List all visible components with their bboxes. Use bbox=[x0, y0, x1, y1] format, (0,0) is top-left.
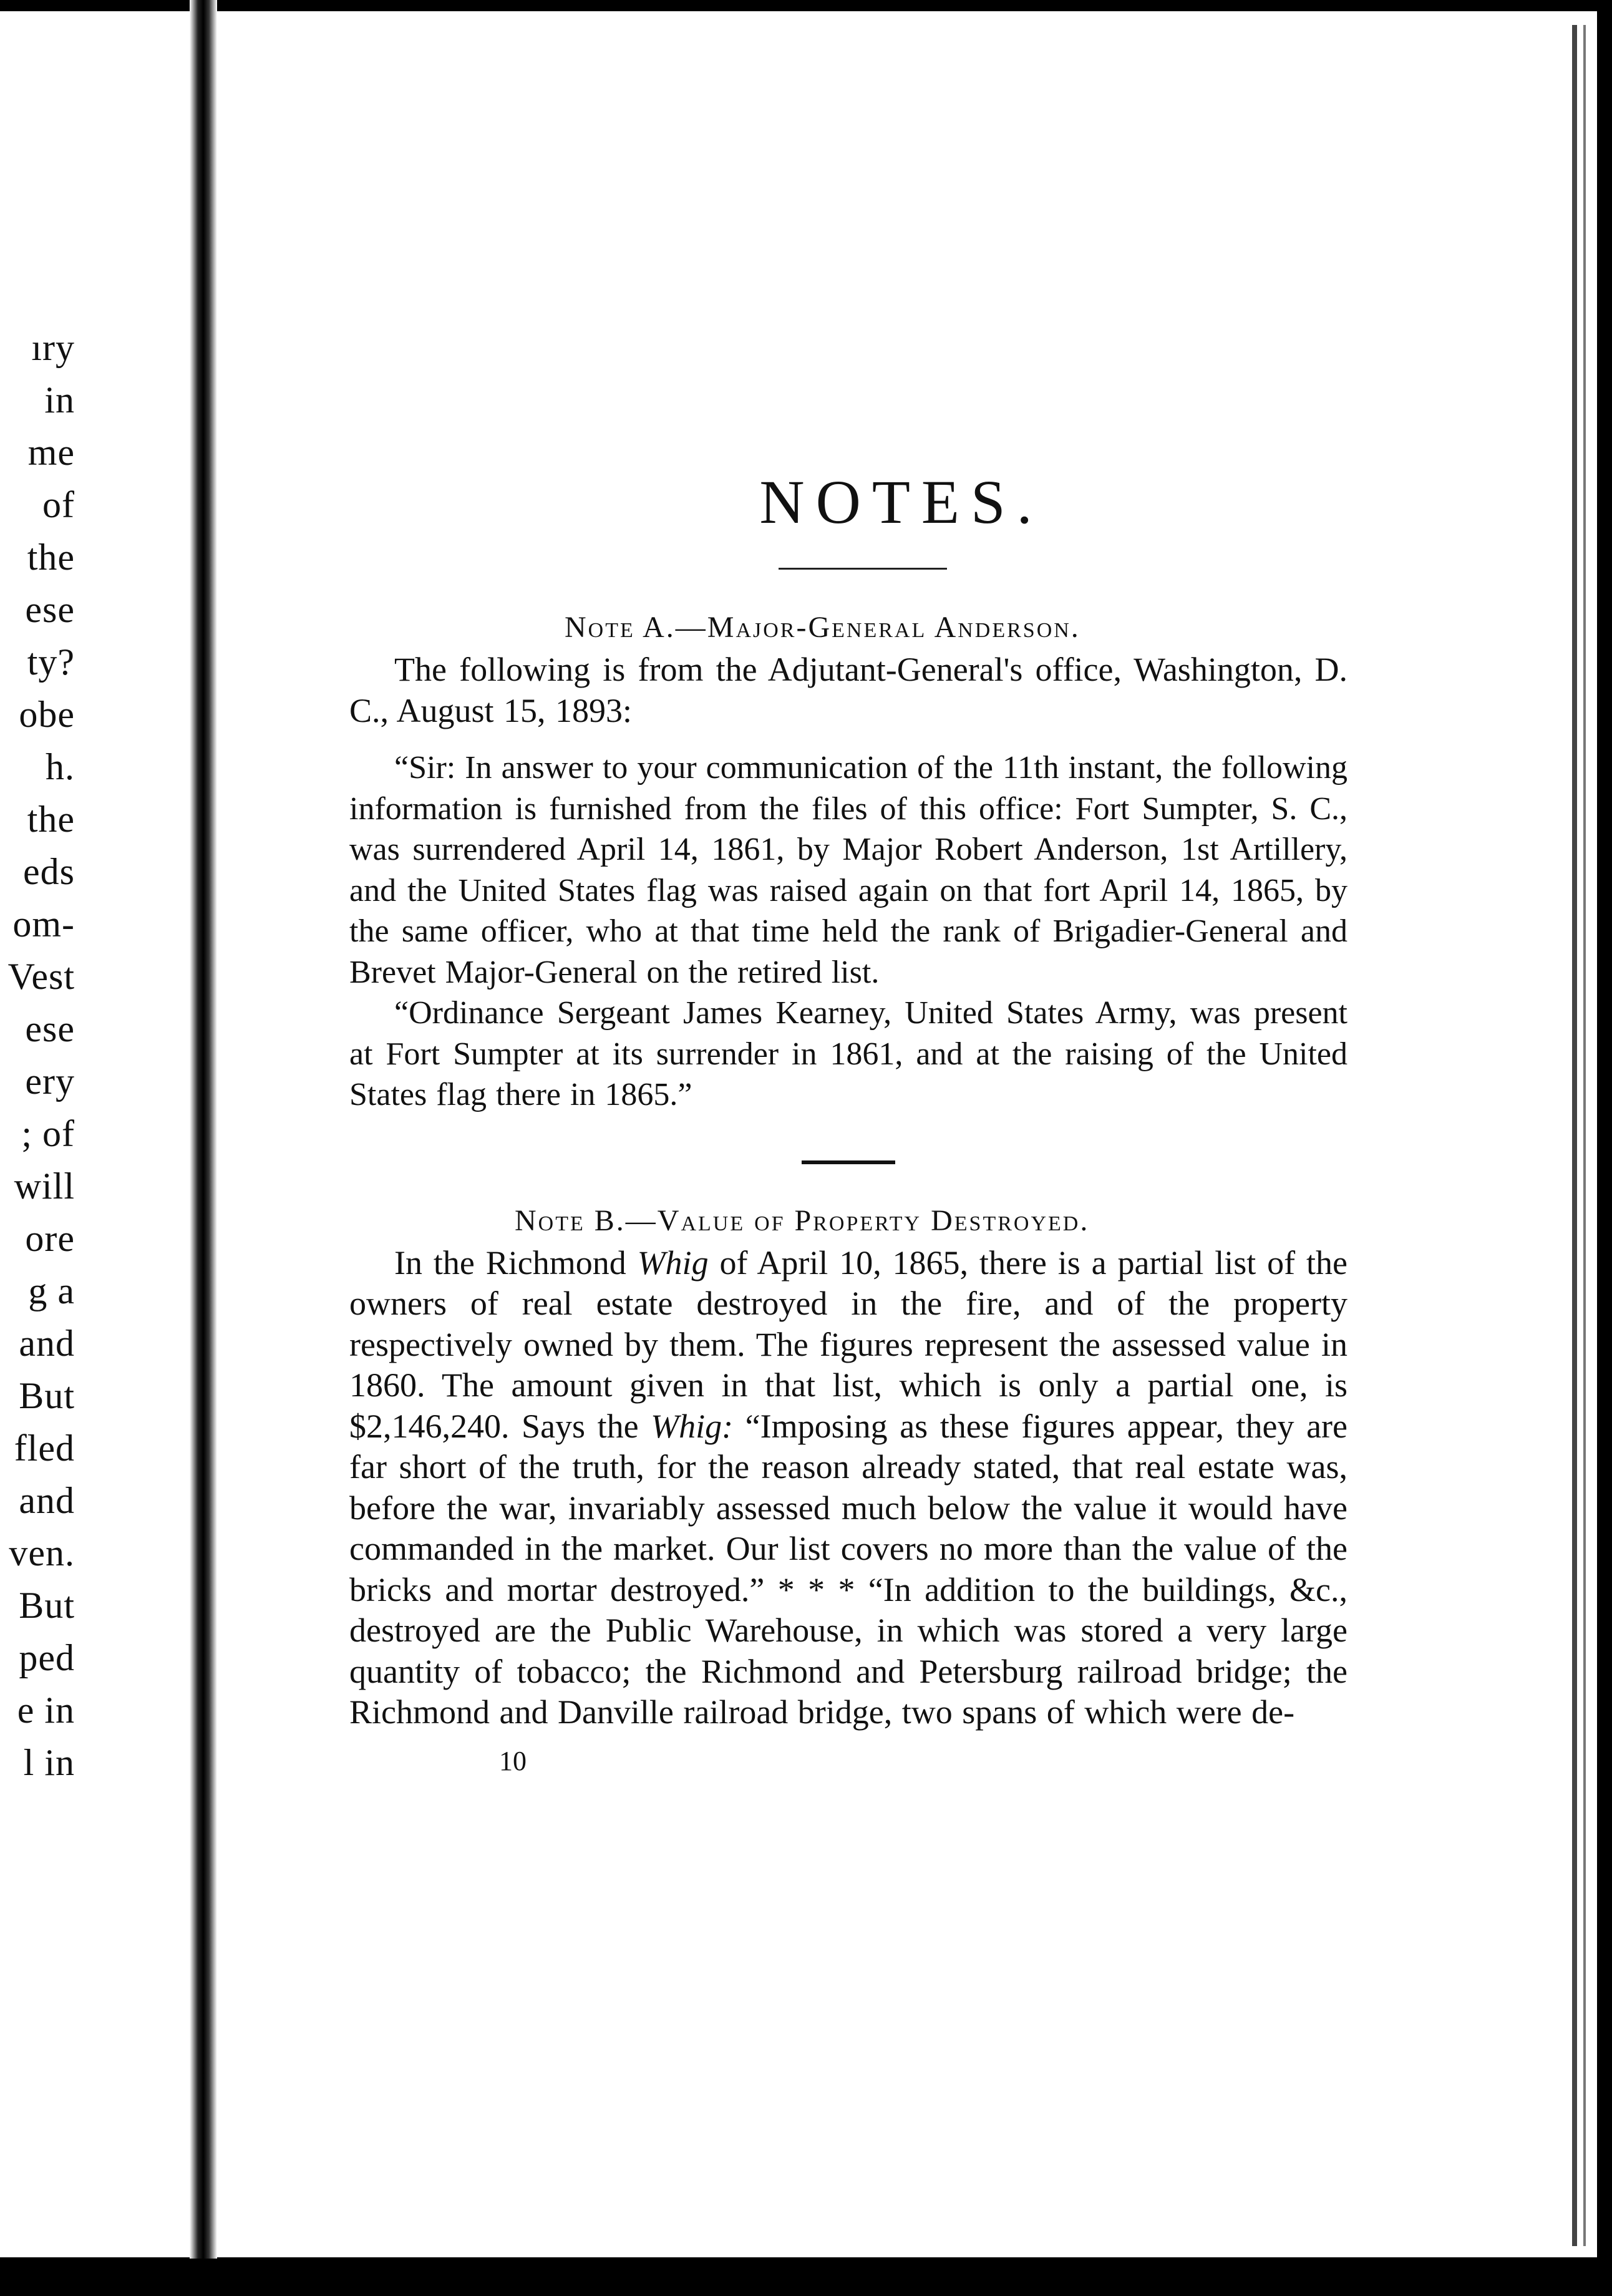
fragment-line: will bbox=[14, 1165, 75, 1207]
note-a-quote-2: “Ordinance Sergeant James Kearney, United States Army, was present at Fort Sumpter at its surrender in 1861, and at the raising of the United States flag there in 1865.” bbox=[349, 995, 1347, 1112]
note-b-heading bbox=[349, 1199, 1347, 1243]
left-page-fragment bbox=[0, 321, 75, 1789]
note-b-heading-prefix: Note B.— bbox=[515, 1204, 658, 1237]
note-b-text-3: “Imposing as these figures appear, they are far short of the truth, for the reason already stated, that real estate was, before the war, invariably assessed much below the value it would have commanded in the market. Our list covers no more than the value of the bricks and mortar destroyed.” * * * “In addition to the buildings, &c., destroyed are the Public Warehouse, in which was stored a very large quantity of tobacco; the Richmond and Petersburg railroad bridge; the Richmond and Danville railroad bridge, two spans of which were de- bbox=[349, 1407, 1347, 1731]
page-edge-inner bbox=[1583, 25, 1586, 2246]
note-a-intro: The following is from the Adjutant-General's office, Washington, D. C., August 15, 1893: bbox=[349, 651, 1347, 729]
fragment-line: ıry bbox=[31, 327, 75, 368]
fragment-line: ; of bbox=[21, 1113, 75, 1154]
note-b-paragraph bbox=[349, 1243, 1347, 1733]
fragment-line: But bbox=[19, 1375, 75, 1416]
fragment-line: But bbox=[19, 1585, 75, 1626]
page-edge bbox=[1572, 25, 1577, 2246]
fragment-line: obe bbox=[19, 694, 75, 735]
whig-italic-1: Whig bbox=[637, 1243, 709, 1282]
fragment-line: the bbox=[27, 799, 75, 840]
whig-italic-2: Whig: bbox=[651, 1407, 734, 1445]
note-b-heading-subject: Value of Property Destroyed. bbox=[657, 1204, 1090, 1237]
page-number: 10 bbox=[499, 1745, 527, 1776]
fragment-line: ery bbox=[25, 1061, 75, 1102]
page-title: NOTES. bbox=[759, 467, 1044, 537]
fragment-line: om- bbox=[12, 903, 75, 945]
note-a-heading-prefix: Note A.— bbox=[565, 611, 707, 644]
fragment-line: h. bbox=[46, 746, 75, 787]
fragment-line: the bbox=[27, 537, 75, 578]
title-rule bbox=[779, 568, 947, 570]
fragment-line: fled bbox=[14, 1428, 75, 1469]
fragment-line: e in bbox=[17, 1690, 75, 1731]
section-separator bbox=[802, 1160, 895, 1164]
note-a-quote-1: “Sir: In answer to your communication of the 11th instant, the following information is furnished from the files of this office: Fort Sumpter, S. C., was surrendered April 14, 1861, by Major Robert Anderson, 1st Artillery, and the United States flag was raised again on that fort April 14, 1865, by the same officer, who at that time held the rank of Brigadier-General and Brevet Major-General on the retired list. bbox=[349, 750, 1347, 990]
note-b-text-2: of April 10, 1865, there is a partial list of the owners of real estate destroyed in the fire, and of the property respectively owned by them. The figures represent the assessed value in 1860. The amount given in that list, which is only a partial one, is $2,146,240. Says the bbox=[349, 1243, 1347, 1445]
note-a-heading-subject: Major-General Anderson. bbox=[707, 611, 1080, 644]
fragment-line: of bbox=[42, 484, 75, 525]
scan-border-bottom bbox=[0, 2257, 1612, 2296]
page-body bbox=[349, 462, 1347, 1777]
fragment-line: ore bbox=[25, 1218, 75, 1259]
fragment-line: eds bbox=[23, 851, 75, 892]
fragment-line: ty? bbox=[27, 641, 75, 683]
fragment-line: me bbox=[27, 432, 75, 473]
note-b-text-1: In the Richmond bbox=[394, 1243, 638, 1282]
book-gutter bbox=[190, 0, 217, 2259]
fragment-line: ese bbox=[25, 589, 75, 630]
fragment-line: ese bbox=[25, 1008, 75, 1049]
fragment-line: in bbox=[44, 379, 75, 421]
fragment-line: Vest bbox=[7, 956, 75, 997]
fragment-line: and bbox=[19, 1480, 75, 1521]
fragment-line: ven. bbox=[9, 1532, 75, 1574]
scan-border-top bbox=[0, 0, 1612, 11]
fragment-line: g a bbox=[28, 1270, 75, 1311]
fragment-line: ped bbox=[19, 1637, 75, 1678]
note-a-heading bbox=[349, 606, 1347, 649]
fragment-line: l in bbox=[23, 1742, 75, 1783]
fragment-line: and bbox=[19, 1323, 75, 1364]
scan-border-right bbox=[1597, 0, 1612, 2296]
